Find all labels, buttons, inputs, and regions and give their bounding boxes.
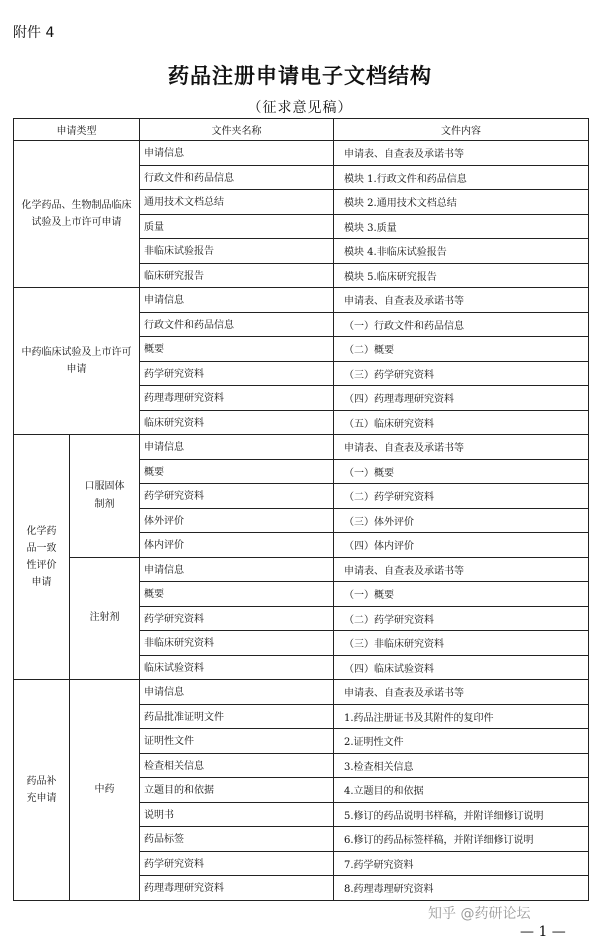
folder-name-cell: 行政文件和药品信息 (140, 312, 334, 337)
folder-name-cell: 概要 (140, 459, 334, 484)
folder-name-cell: 药品批准证明文件 (140, 704, 334, 729)
file-content-cell: 申请表、自查表及承诺书等 (334, 288, 589, 313)
watermark: 知乎 @药研论坛 (428, 906, 531, 922)
folder-name-cell: 非临床试验报告 (140, 239, 334, 264)
folder-name-cell: 药理毒理研究资料 (140, 386, 334, 411)
header-folder-name: 文件夹名称 (140, 119, 334, 141)
attachment-label: 附件 4 (13, 25, 55, 41)
folder-name-cell: 药学研究资料 (140, 851, 334, 876)
file-content-cell: 模块 3.质量 (334, 214, 589, 239)
table-row (14, 435, 589, 460)
file-content-cell: （三）药学研究资料 (334, 361, 589, 386)
file-content-cell: 7.药学研究资料 (334, 851, 589, 876)
folder-name-cell: 通用技术文档总结 (140, 190, 334, 215)
folder-name-cell: 非临床研究资料 (140, 631, 334, 656)
folder-name-cell: 药学研究资料 (140, 606, 334, 631)
folder-name-cell: 证明性文件 (140, 729, 334, 754)
page-number: — 1 — (520, 924, 566, 940)
folder-name-cell: 体外评价 (140, 508, 334, 533)
header-application-type: 申请类型 (14, 119, 140, 141)
file-content-cell: 申请表、自查表及承诺书等 (334, 557, 589, 582)
table-header-row (14, 119, 589, 141)
file-content-cell: （一）概要 (334, 582, 589, 607)
file-content-cell: （二）概要 (334, 337, 589, 362)
application-type-cell: 中药临床试验及上市许可申请 (14, 288, 140, 435)
folder-name-cell: 申请信息 (140, 141, 334, 166)
file-content-cell: 模块 4.非临床试验报告 (334, 239, 589, 264)
file-content-cell: 5.修订的药品说明书样稿，并附详细修订说明 (334, 802, 589, 827)
file-content-cell: （五）临床研究资料 (334, 410, 589, 435)
folder-name-cell: 说明书 (140, 802, 334, 827)
table-row (14, 288, 589, 313)
document-structure-table (13, 118, 589, 901)
dosage-form-cell: 中药 (70, 680, 140, 901)
file-content-cell: 4.立题目的和依据 (334, 778, 589, 803)
folder-name-cell: 申请信息 (140, 435, 334, 460)
file-content-cell: 8.药理毒理研究资料 (334, 876, 589, 901)
table-row (14, 141, 589, 166)
file-content-cell: （四）体内评价 (334, 533, 589, 558)
table-row (14, 680, 589, 705)
file-content-cell: 模块 1.行政文件和药品信息 (334, 165, 589, 190)
application-type-cell: 药品补充申请 (14, 680, 70, 901)
folder-name-cell: 概要 (140, 337, 334, 362)
folder-name-cell: 立题目的和依据 (140, 778, 334, 803)
file-content-cell: （一）概要 (334, 459, 589, 484)
file-content-cell: 6.修订的药品标签样稿，并附详细修订说明 (334, 827, 589, 852)
folder-name-cell: 药理毒理研究资料 (140, 876, 334, 901)
file-content-cell: 申请表、自查表及承诺书等 (334, 435, 589, 460)
application-type-cell: 化学药品一致性评价申请 (14, 435, 70, 680)
folder-name-cell: 药学研究资料 (140, 484, 334, 509)
file-content-cell: 2.证明性文件 (334, 729, 589, 754)
table-row (14, 557, 589, 582)
folder-name-cell: 概要 (140, 582, 334, 607)
file-content-cell: （一）行政文件和药品信息 (334, 312, 589, 337)
folder-name-cell: 检查相关信息 (140, 753, 334, 778)
document-subtitle: （征求意见稿） (247, 100, 353, 116)
folder-name-cell: 体内评价 (140, 533, 334, 558)
folder-name-cell: 质量 (140, 214, 334, 239)
folder-name-cell: 申请信息 (140, 680, 334, 705)
file-content-cell: 申请表、自查表及承诺书等 (334, 141, 589, 166)
folder-name-cell: 行政文件和药品信息 (140, 165, 334, 190)
dosage-form-cell: 口服固体制剂 (70, 435, 140, 558)
dosage-form-cell: 注射剂 (70, 557, 140, 680)
file-content-cell: （二）药学研究资料 (334, 606, 589, 631)
file-content-cell: 3.检查相关信息 (334, 753, 589, 778)
folder-name-cell: 临床研究报告 (140, 263, 334, 288)
application-type-cell: 化学药品、生物制品临床试验及上市许可申请 (14, 141, 140, 288)
folder-name-cell: 药学研究资料 (140, 361, 334, 386)
file-content-cell: （四）临床试验资料 (334, 655, 589, 680)
folder-name-cell: 临床试验资料 (140, 655, 334, 680)
file-content-cell: （三）体外评价 (334, 508, 589, 533)
folder-name-cell: 申请信息 (140, 557, 334, 582)
folder-name-cell: 药品标签 (140, 827, 334, 852)
file-content-cell: 申请表、自查表及承诺书等 (334, 680, 589, 705)
table-body (14, 141, 589, 901)
folder-name-cell: 临床研究资料 (140, 410, 334, 435)
document-title: 药品注册申请电子文档结构 (168, 64, 432, 88)
file-content-cell: 模块 2.通用技术文档总结 (334, 190, 589, 215)
header-file-content: 文件内容 (334, 119, 589, 141)
file-content-cell: （三）非临床研究资料 (334, 631, 589, 656)
file-content-cell: 1.药品注册证书及其附件的复印件 (334, 704, 589, 729)
file-content-cell: 模块 5.临床研究报告 (334, 263, 589, 288)
folder-name-cell: 申请信息 (140, 288, 334, 313)
file-content-cell: （四）药理毒理研究资料 (334, 386, 589, 411)
file-content-cell: （二）药学研究资料 (334, 484, 589, 509)
